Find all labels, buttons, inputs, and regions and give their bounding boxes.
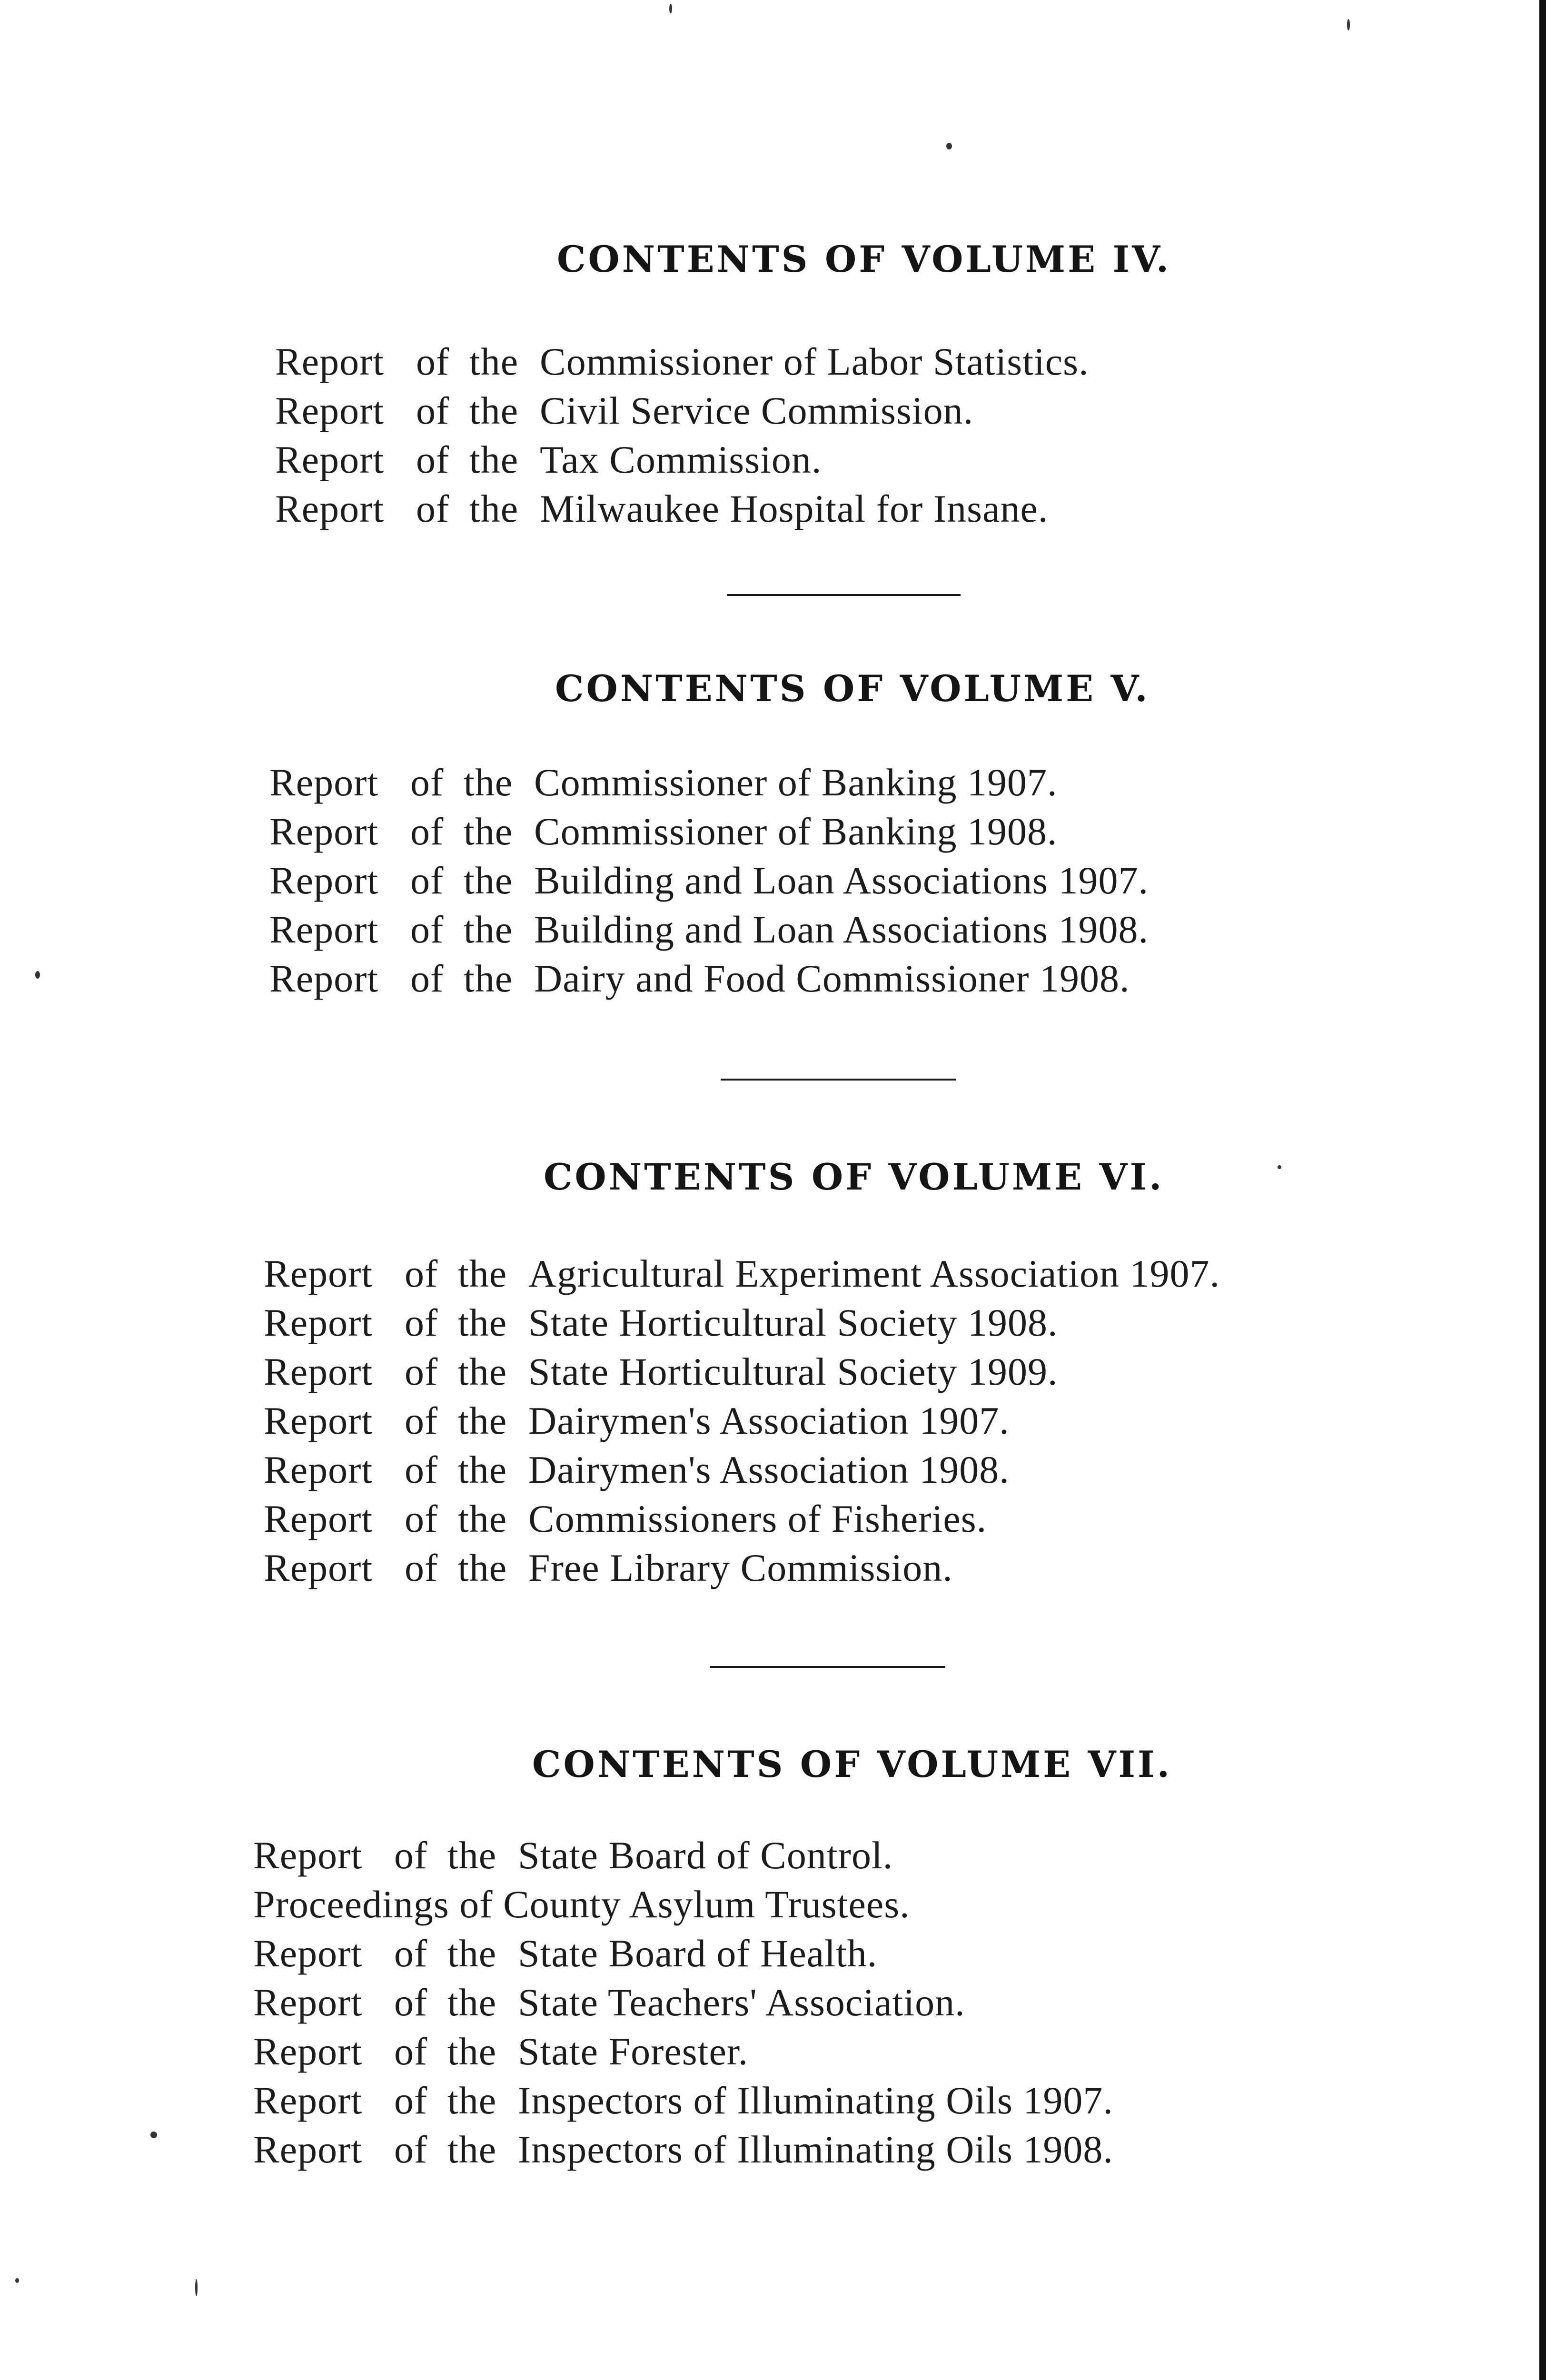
section-divider — [727, 594, 961, 596]
scan-speck — [946, 143, 952, 149]
list-item: Report of the State Horticultural Society 1908. — [264, 1301, 1058, 1344]
volume-vi-contents — [264, 1249, 1220, 1592]
list-item: Report of the State Board of Control. — [253, 1834, 893, 1877]
scan-speck — [35, 971, 40, 979]
list-item: Report of the Building and Loan Associations 1908. — [269, 908, 1149, 951]
list-item: Report of the State Board of Health. — [253, 1932, 878, 1975]
scan-speck — [669, 4, 672, 13]
list-item: Report of the Agricultural Experiment Association 1907. — [264, 1252, 1220, 1295]
volume-iv-contents — [275, 337, 1089, 533]
list-item: Report of the Building and Loan Associations 1907. — [269, 859, 1149, 902]
list-item: Report of the Milwaukee Hospital for Insane. — [275, 487, 1049, 530]
list-item: Report of the Dairymen's Association 1908. — [264, 1448, 1010, 1491]
scan-speck — [195, 2279, 198, 2296]
list-item: Report of the State Horticultural Society 1909. — [264, 1350, 1058, 1393]
list-item: Report of the State Teachers' Association. — [253, 1981, 965, 2024]
list-item: Report of the Free Library Commission. — [264, 1546, 953, 1589]
scan-speck — [1347, 19, 1350, 30]
list-item: Report of the Dairymen's Association 1907. — [264, 1399, 1010, 1442]
list-item: Report of the Dairy and Food Commissioner 1908. — [269, 957, 1130, 1000]
list-item: Report of the Civil Service Commission. — [275, 389, 974, 432]
list-item: Report of the Commissioner of Banking 1907. — [269, 761, 1058, 804]
list-item: Report of the Commissioner of Banking 1908. — [269, 810, 1058, 853]
scan-speck — [150, 2132, 157, 2138]
list-item: Report of the Inspectors of Illuminating Oils 1907. — [253, 2079, 1113, 2122]
list-item: Report of the Tax Commission. — [275, 438, 822, 481]
list-item: Report of the Inspectors of Illuminating Oils 1908. — [253, 2128, 1113, 2171]
volume-vii-contents — [253, 1831, 1113, 2174]
volume-iv-heading: CONTENTS OF VOLUME IV. — [557, 238, 1171, 280]
list-item: Report of the Commissioners of Fisheries. — [264, 1497, 987, 1540]
list-item: Report of the Commissioner of Labor Statistics. — [275, 340, 1089, 383]
volume-vi-heading: CONTENTS OF VOLUME VI. — [544, 1156, 1164, 1198]
section-divider — [721, 1079, 956, 1081]
volume-vii-heading: CONTENTS OF VOLUME VII. — [532, 1743, 1172, 1785]
volume-v-contents — [269, 758, 1149, 1003]
list-item: Proceedings of County Asylum Trustees. — [253, 1883, 910, 1926]
scan-speck — [15, 2278, 19, 2283]
scan-speck — [1278, 1165, 1281, 1169]
volume-v-heading: CONTENTS OF VOLUME V. — [555, 667, 1150, 710]
scan-border-right — [1539, 0, 1546, 2380]
section-divider — [710, 1666, 945, 1668]
list-item: Report of the State Forester. — [253, 2030, 749, 2073]
